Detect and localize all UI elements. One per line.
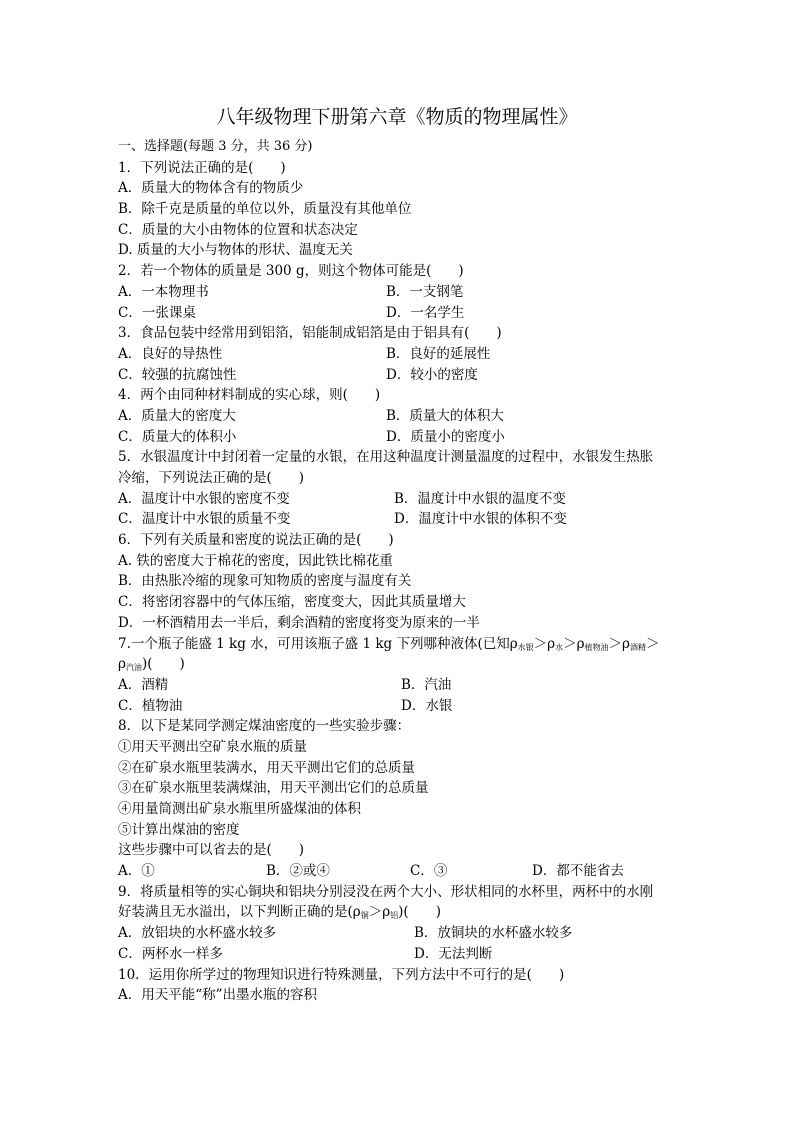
page-title: 八年级物理下册第六章《物质的物理属性》 [216, 106, 578, 128]
question-9-option-b: B．放铜块的水杯盛水较多 [414, 925, 573, 942]
exam-content [118, 137, 688, 1006]
question-8-option-b: B．②或④ [266, 863, 330, 880]
question-5-stem-line-2: 冷缩，下列说法正确的是( ) [118, 470, 305, 486]
question-8-step-4: ④用量筒测出矿泉水瓶里所盛煤油的体积 [118, 801, 361, 817]
question-8-option-c: C．③ [410, 863, 448, 880]
question-5-stem-line-1: 5．水银温度计中封闭着一定量的水银，在用这种温度计测量温度的过程中，水银发生热胀 [118, 449, 654, 466]
question-4-stem: 4．两个由同种材料制成的实心球，则( ) [118, 387, 381, 404]
question-3-option-c: C．较强的抗腐蚀性 [118, 366, 237, 383]
question-5-option-b: B．温度计中水银的温度不变 [394, 490, 566, 507]
question-1-option-a: A．质量大的物体含有的物质少 [118, 180, 304, 197]
question-7-options-row-2 [118, 696, 688, 717]
question-1-option-d: D. 质量的大小与物体的形状、温度无关 [118, 242, 353, 259]
question-9-stem-line-2 [118, 902, 688, 923]
question-8-ask: 这些步骤中可以省去的是( ) [118, 842, 305, 859]
question-4-option-d: D．质量小的密度小 [386, 428, 505, 445]
question-6-option-c: C．将密闭容器中的气体压缩，密度变大，因此其质量增大 [118, 594, 466, 611]
question-8-step-2: ②在矿泉水瓶里装满水，用天平测出它们的总质量 [118, 759, 415, 776]
subscript-vegetable-oil: 植物油 [584, 642, 609, 652]
section-heading: 一、选择题(每题 3 分，共 36 分) [118, 139, 313, 154]
subscript-alcohol: 酒精 [629, 642, 646, 652]
question-8-step-5: ⑤计算出煤油的密度 [118, 821, 240, 838]
question-6-option-b: B．由热胀冷缩的现象可知物质的密度与温度有关 [118, 573, 412, 590]
question-5-option-d: D．温度计中水银的体积不变 [394, 511, 567, 528]
greater-than-sign: ＞ [645, 635, 660, 652]
greater-than-sign: ＞ [563, 635, 577, 652]
question-2-option-a: A．一本物理书 [118, 283, 209, 300]
question-7-option-d: D．水银 [401, 697, 453, 714]
subscript-copper: 铜 [360, 911, 369, 921]
question-9-stem-suffix: )( ) [398, 904, 441, 921]
question-3-options-row-2 [118, 365, 688, 386]
question-7-option-c: C．植物油 [118, 697, 183, 714]
question-9-stem-line-1: 9．将质量相等的实心铜块和铝块分别浸没在两个大小、形状相同的水杯里，两杯中的水刚 [118, 883, 654, 900]
question-7-options-row-1 [118, 675, 688, 696]
rho-symbol: ρ [576, 635, 585, 652]
question-3-stem: 3．食品包装中经常用到铝箔，铝能制成铝箔是由于铝具有( ) [118, 325, 502, 342]
rho-symbol: ρ [622, 635, 630, 652]
question-9-stem-prefix: 好装满且无水溢出，以下判断正确的是( [118, 904, 353, 921]
subscript-mercury: 水银 [517, 642, 534, 652]
question-5-options-row-2 [118, 509, 688, 530]
question-8-step-3: ③在矿泉水瓶里装满煤油，用天平测出它们的总质量 [118, 780, 429, 797]
rho-symbol: ρ [547, 635, 556, 652]
question-9-option-c: C．两杯水一样多 [118, 945, 223, 962]
question-8-option-a: A．① [118, 863, 155, 880]
question-6-option-a: A. 铁的密度大于棉花的密度，因此铁比棉花重 [118, 552, 393, 569]
question-8-step-1: ①用天平测出空矿泉水瓶的质量 [118, 738, 307, 755]
question-2-options-row-2 [118, 303, 688, 324]
question-10-option-a: A．用天平能“称”出墨水瓶的容积 [118, 987, 318, 1004]
question-2-option-b: B．一支钢笔 [386, 283, 464, 300]
rho-symbol: ρ [352, 904, 361, 921]
subscript-gasoline: 汽油 [125, 663, 142, 673]
question-9-option-a: A．放铝块的水杯盛水较多 [118, 925, 277, 942]
rho-symbol: ρ [118, 656, 126, 673]
question-2-stem: 2．若一个物体的质量是 300 g，则这个物体可能是( ) [118, 263, 464, 280]
question-7-stem-prefix: 7.一个瓶子能盛 1 kg 水，可用该瓶子盛 1 kg 下列哪种液体(已知 [118, 635, 510, 652]
rho-symbol: ρ [509, 635, 518, 652]
question-7-stem-line-2 [118, 654, 688, 675]
question-8-stem: 8．以下是某同学测定煤油密度的一些实验步骤： [118, 718, 411, 735]
question-9-option-d: D．无法判断 [414, 945, 493, 962]
question-6-option-d: D．一杯酒精用去一半后，剩余酒精的密度将变为原来的一半 [118, 614, 480, 631]
greater-than-sign: ＞ [368, 904, 383, 921]
question-7-option-b: B．汽油 [401, 676, 452, 693]
question-3-options-row-1 [118, 344, 688, 365]
rho-symbol: ρ [382, 904, 391, 921]
question-5-option-c: C．温度计中水银的质量不变 [118, 511, 291, 528]
question-7-option-a: A．酒精 [118, 676, 169, 693]
question-8-options-row [118, 861, 688, 882]
question-9-options-row-1 [118, 923, 688, 944]
question-5-option-a: A．温度计中水银的密度不变 [118, 490, 290, 507]
subscript-aluminum: 铝 [390, 911, 399, 921]
greater-than-sign: ＞ [608, 635, 623, 652]
question-3-option-b: B．良好的延展性 [386, 345, 491, 362]
question-7-stem-line-1 [118, 634, 688, 655]
question-7-stem-suffix: )( ) [141, 656, 185, 673]
question-3-option-d: D．较小的密度 [386, 366, 478, 383]
question-6-stem: 6．下列有关质量和密度的说法正确的是( ) [118, 532, 394, 549]
question-2-option-c: C．一张课桌 [118, 304, 196, 321]
question-10-stem: 10．运用你所学过的物理知识进行特殊测量，下列方法中不可行的是( ) [118, 966, 565, 983]
question-4-option-a: A．质量大的密度大 [118, 407, 236, 424]
question-1-option-b: B．除千克是质量的单位以外，质量没有其他单位 [118, 201, 412, 218]
question-4-option-b: B．质量大的体积大 [386, 407, 504, 424]
question-5-options-row-1 [118, 489, 688, 510]
greater-than-sign: ＞ [533, 635, 548, 652]
question-4-options-row-1 [118, 406, 688, 427]
question-8-option-d: D．都不能省去 [532, 863, 624, 880]
question-4-option-c: C．质量大的体积小 [118, 428, 237, 445]
question-2-options-row-1 [118, 282, 688, 303]
question-9-options-row-2 [118, 944, 688, 965]
question-3-option-a: A．良好的导热性 [118, 345, 223, 362]
subscript-water: 水 [555, 642, 564, 652]
question-1-stem: 1．下列说法正确的是( ) [118, 159, 286, 176]
question-1-option-c: C．质量的大小由物体的位置和状态决定 [118, 221, 358, 238]
question-2-option-d: D．一名学生 [386, 304, 465, 321]
question-4-options-row-2 [118, 427, 688, 448]
